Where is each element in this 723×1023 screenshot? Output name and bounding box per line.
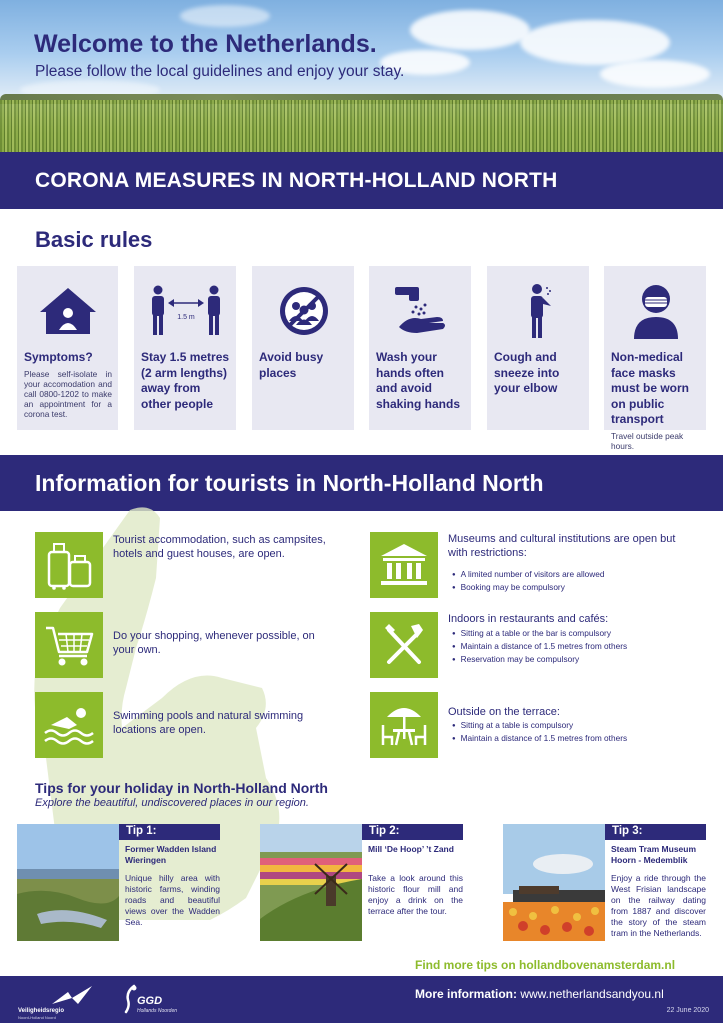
info-restaurant-bullets (452, 627, 627, 666)
corona-measures-banner: CORONA MEASURES IN NORTH-HOLLAND NORTH (0, 152, 723, 209)
bullet-item: ● Maintain a distance of 1.5 metres from others (452, 732, 627, 745)
welcome-subtitle: Please follow the local guidelines and enjoy your stay. (35, 63, 405, 80)
rule-card-face-mask (604, 266, 706, 451)
basic-rules-title: Basic rules (35, 227, 153, 252)
tip1-desc: Unique hilly area with historic farms, winding roads and beautiful views over the Wadden Sea. (125, 873, 220, 927)
bullet-item: ● Maintain a distance of 1.5 metres from others (452, 640, 627, 653)
info-swimming-text: Swimming pools and natural swimming locations are open. (113, 710, 304, 736)
ggd-logo-icon (124, 984, 138, 1014)
bullet-item: ● Sitting at a table is compulsory (452, 719, 627, 732)
bullet-item: ● Sitting at a table or the bar is compulsory (452, 627, 627, 640)
tip3-photo (503, 824, 605, 941)
rule-card-symptoms (17, 266, 118, 430)
hero-banner (0, 0, 723, 152)
more-info-label: More information: (415, 987, 517, 1001)
terrace-icon (379, 701, 429, 749)
face-mask-icon (630, 283, 682, 339)
more-tips-prefix: Find more tips on (415, 958, 516, 972)
info-shopping-icon-box (35, 612, 103, 678)
tip2-photo (260, 824, 362, 941)
cough-elbow-icon (519, 282, 559, 340)
rule-desc: Travel outside peak hours. (611, 430, 684, 451)
distance-icon (146, 285, 226, 337)
info-shopping-text: Do your shopping, whenever possible, on your own. (113, 630, 315, 656)
more-tips-line (415, 958, 675, 972)
footer (0, 976, 723, 1023)
rule-card-distance (134, 266, 236, 430)
house-person-icon (38, 286, 98, 336)
info-restaurant-head: Indoors in restaurants and cafés: (448, 613, 609, 625)
tip3-tag: Tip 3: (605, 824, 706, 840)
tip2-tag: Tip 2: (362, 824, 463, 840)
info-terrace-icon-box (370, 692, 438, 758)
rule-title: Stay 1.5 metres (2 arm lengths) away from other people (141, 350, 230, 411)
rule-card-busy-places (252, 266, 354, 430)
veiligheidsregio-logo (18, 984, 118, 1020)
rule-card-wash-hands (369, 266, 471, 430)
rule-title: Wash your hands often and avoid shaking hands (376, 350, 461, 411)
museum-icon (379, 542, 429, 588)
no-crowd-icon (278, 285, 330, 337)
rule-desc: Please self-isolate in your accomodation and call 0800-1202 to make an appointment for a corona test. (24, 368, 112, 419)
welcome-title: Welcome to the Netherlands. (34, 30, 377, 58)
rule-title: Avoid busy places (259, 350, 324, 380)
luggage-icon (44, 540, 94, 590)
rule-title: Non-medical face masks must be worn on public transport (611, 350, 690, 426)
tip1-tag: Tip 1: (119, 824, 220, 840)
logo1-subtext: Noord-Holland Noord (18, 1015, 56, 1020)
tip1-photo (17, 824, 119, 941)
bullet-item: ● A limited number of visitors are allowed (452, 568, 605, 581)
veiligheidsregio-logo-icon (48, 984, 98, 1008)
grass-field (0, 100, 723, 152)
shopping-cart-icon (44, 622, 94, 668)
tips-subtitle: Explore the beautiful, undiscovered places in our region. (35, 797, 309, 809)
tips-title: Tips for your holiday in North-Holland North (35, 780, 328, 796)
info-terrace-head: Outside on the terrace: (448, 706, 560, 718)
hand-wash-icon (391, 283, 451, 339)
more-tips-link[interactable]: hollandbovenamsterdam.nl (519, 958, 676, 972)
info-museum-head: Museums and cultural institutions are open but with restrictions: (448, 533, 676, 559)
info-accommodation-icon-box (35, 532, 103, 598)
publication-date: 22 June 2020 (666, 1007, 709, 1014)
rule-title: Cough and sneeze into your elbow (494, 350, 560, 395)
logo1-text: Veiligheidsregio (18, 1008, 65, 1014)
info-swimming-icon-box (35, 692, 103, 758)
more-info-line (415, 987, 664, 1001)
logo2-subtext: Hollands Noorden (137, 1008, 178, 1014)
tip3-desc: Enjoy a ride through the West Frisian landscape on the railway dating from 1887 and discover the story of the steam tram in the Netherlands. (611, 873, 706, 938)
info-museum-icon-box (370, 532, 438, 598)
bullet-item: ● Reservation may be compulsory (452, 653, 627, 666)
rule-card-cough (487, 266, 589, 430)
cutlery-icon (381, 622, 427, 668)
tip2-name: Mill ‘De Hoop’ ’t Zand (368, 844, 454, 854)
bullet-item: ● Booking may be compulsory (452, 581, 605, 594)
more-info-link[interactable]: www.netherlandsandyou.nl (520, 987, 664, 1001)
info-terrace-bullets (452, 719, 627, 745)
ggd-logo (124, 982, 204, 1020)
rule-title: Symptoms? (24, 350, 93, 364)
logo2-text: GGD (137, 995, 163, 1007)
info-accommodation-text: Tourist accommodation, such as campsites, hotels and guest houses, are open. (113, 534, 326, 560)
tip3-name: Steam Tram Museum Hoorn - Medemblik (611, 844, 697, 865)
info-museum-bullets (452, 568, 605, 594)
swimmer-icon (43, 705, 95, 745)
tourist-info-banner: Information for tourists in North-Holland North (0, 455, 723, 511)
tip1-name: Former Wadden Island Wieringen (125, 844, 217, 865)
distance-label: 1.5 m (176, 314, 195, 321)
info-restaurant-icon-box (370, 612, 438, 678)
tip2-desc: Take a look around this historic flour mill and enjoy a drink on the terrace after the tour. (368, 873, 463, 916)
